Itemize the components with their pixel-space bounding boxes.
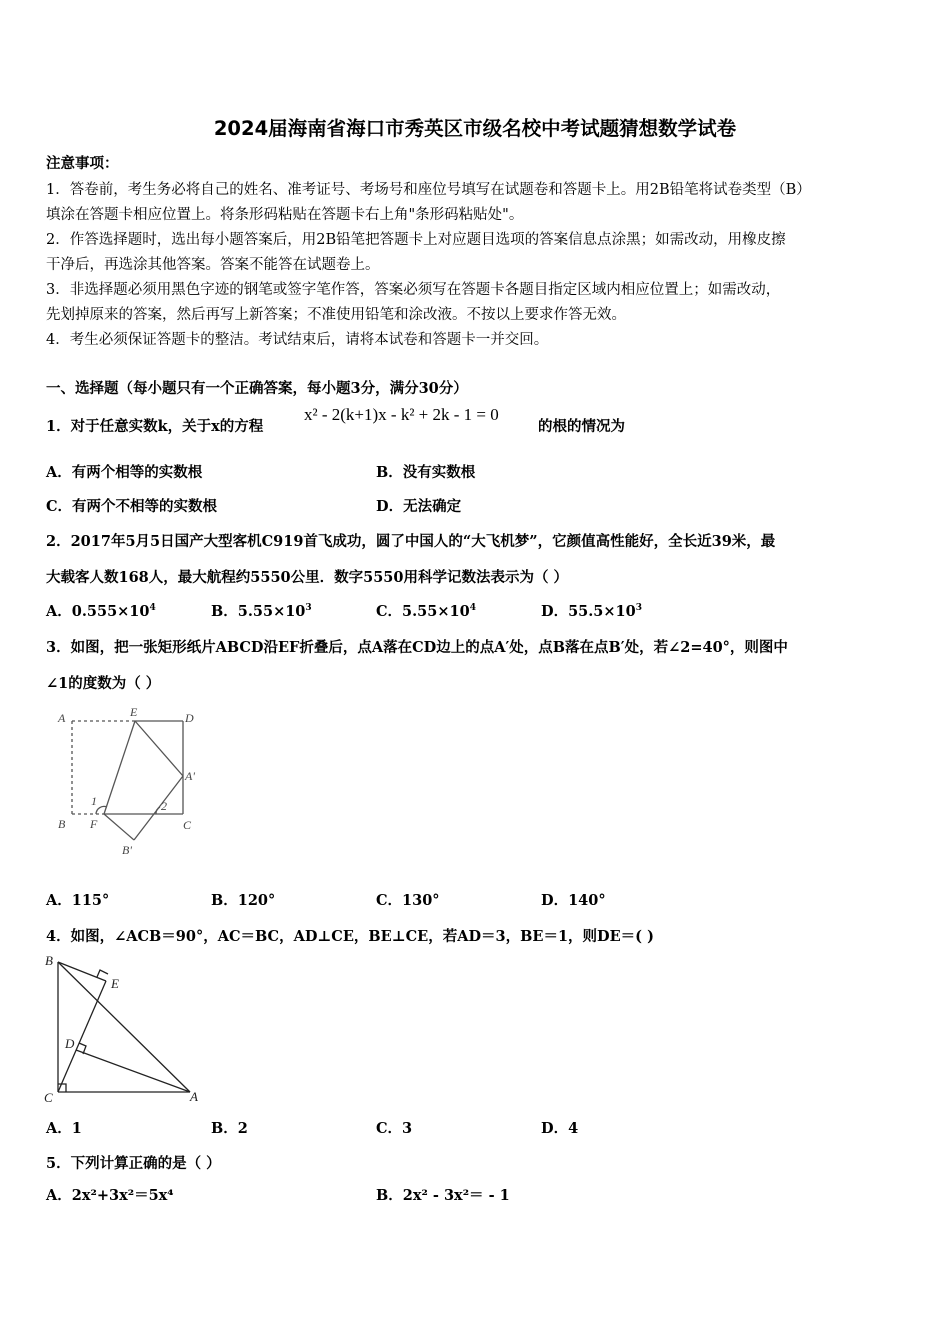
question-4-line: 4．如图，∠ACB＝90°，AC＝BC，AD⊥CE，BE⊥CE，若AD＝3，BE＝1，则DE＝( ) [46, 928, 654, 945]
right-angle-e [97, 970, 108, 977]
label-c: C [44, 1090, 53, 1105]
line-ad [76, 1050, 190, 1092]
notice-line: 先划掉原来的答案，然后再写上新答案；不准使用铅笔和涂改液。不按以上要求作答无效。 [46, 307, 626, 323]
option-a[interactable]: A．1 [46, 1120, 82, 1137]
section-heading: 一、选择题（每小题只有一个正确答案，每小题3分，满分30分） [46, 380, 468, 397]
option-b[interactable]: B．$5.55\times 10^3$ [211, 603, 312, 620]
label-c: C [183, 818, 192, 832]
label-b: B [58, 817, 66, 831]
option-b[interactable]: B．2 [211, 1120, 248, 1137]
label-e: E [111, 976, 119, 991]
question-1-suffix: 的根的情况为 [538, 418, 625, 435]
question-1-equation: x² - 2(k+1)x - k² + 2k - 1 = 0 [304, 405, 499, 424]
option-b[interactable]: B．120° [211, 892, 276, 909]
label-2: 2 [161, 799, 167, 813]
option-d[interactable]: D．140° [541, 892, 606, 909]
fold-line-ef [104, 721, 135, 814]
notice-line: 2．作答选择题时，选出每小题答案后，用2B铅笔把答题卡上对应题目选项的答案信息点涂黑；如需改动，用橡皮擦 [46, 232, 786, 248]
option-d[interactable]: D．4 [541, 1120, 579, 1137]
label-1: 1 [91, 794, 97, 808]
option-c[interactable]: C．有两个不相等的实数根 [46, 498, 218, 515]
line-bf [104, 814, 134, 840]
question-1-prefix: 1．对于任意实数k，关于x的方程 [46, 418, 264, 435]
option-b[interactable]: B．没有实数根 [376, 464, 476, 481]
question-2-line: 大载客人数168人，最大航程约5550公里．数字5550用科学记数法表示为（ ） [46, 569, 569, 586]
label-f: F [90, 817, 98, 831]
option-a[interactable]: A．有两个相等的实数根 [46, 464, 203, 481]
option-c[interactable]: C．3 [376, 1120, 413, 1137]
line-ea [135, 721, 183, 776]
fold-rectangle-figure [52, 704, 212, 854]
label-b-prime: B' [122, 843, 132, 854]
label-a: A [190, 1089, 198, 1104]
option-b[interactable]: B．2x² - 3x²＝ - 1 [376, 1187, 510, 1204]
option-a[interactable]: A．115° [46, 892, 110, 909]
label-a: A [58, 711, 66, 725]
option-a[interactable]: A．$0.555\times 10^4$ [46, 603, 156, 620]
label-e: E [130, 705, 138, 719]
option-a[interactable]: A．2x²+3x²＝5x⁴ [46, 1187, 174, 1204]
notice-line: 3．非选择题必须用黑色字迹的钢笔或签字笔作答，答案必须写在答题卡各题目指定区域内相应位置上；如需改动， [46, 282, 781, 298]
triangle-figure [38, 950, 208, 1110]
label-d: D [65, 1036, 75, 1051]
line-ba [58, 962, 190, 1092]
question-3-line: ∠1的度数为（ ） [46, 675, 161, 692]
label-b: B [45, 953, 53, 968]
page-title: 2024届海南省海口市秀英区市级名校中考试题猜想数学试卷 [213, 117, 737, 140]
notice-heading: 注意事项： [46, 155, 119, 172]
question-2-line: 2．2017年5月5日国产大型客机C919首飞成功，圆了中国人的“大飞机梦”，它颜值高性能好，全长近39米，最 [46, 533, 776, 550]
notice-line: 干净后，再选涂其他答案。答案不能答在试题卷上。 [46, 257, 380, 273]
option-c[interactable]: C．130° [376, 892, 440, 909]
option-d[interactable]: D．$55.5\times 10^3$ [541, 603, 642, 620]
label-a-prime: A' [185, 769, 195, 783]
question-3-line: 3．如图，把一张矩形纸片ABCD沿EF折叠后，点A落在CD边上的点A′处，点B落在点B′处，若∠2=40°，则图中 [46, 639, 788, 656]
question-5-line: 5．下列计算正确的是（ ） [46, 1155, 221, 1172]
notice-line: 1．答卷前，考生务必将自己的姓名、准考证号、考场号和座位号填写在试题卷和答题卡上。用2B铅笔将试卷类型（B） [46, 182, 811, 198]
label-d: D [185, 711, 194, 725]
option-c[interactable]: C．$5.55\times 10^4$ [376, 603, 476, 620]
notice-line: 4．考生必须保证答题卡的整洁。考试结束后，请将本试卷和答题卡一并交回。 [46, 332, 549, 348]
notice-line: 填涂在答题卡相应位置上。将条形码粘贴在答题卡右上角"条形码粘贴处"。 [46, 207, 524, 223]
option-d[interactable]: D．无法确定 [376, 498, 462, 515]
angle-2-arc [156, 807, 160, 814]
